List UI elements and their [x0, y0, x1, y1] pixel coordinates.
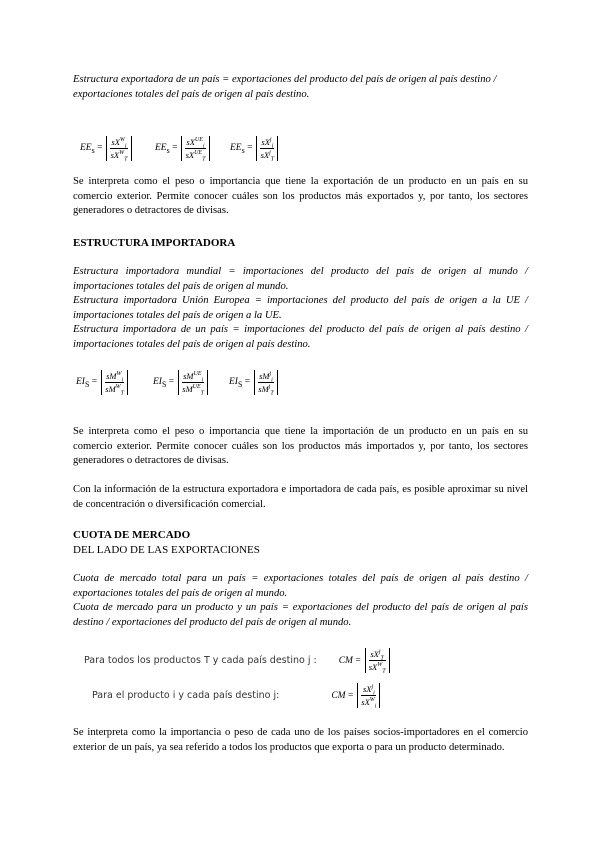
numerator-sub: i	[271, 143, 274, 150]
denominator-sub: T	[202, 156, 206, 163]
denominator-sup: j	[269, 150, 271, 157]
numerator-sup: W	[119, 137, 125, 144]
numerator-sub: i	[202, 143, 205, 150]
denominator-sup: j	[268, 384, 271, 391]
formula-label: EI	[229, 376, 238, 387]
fraction	[106, 136, 131, 161]
import-definition-eu: Estructura importadora Unión Europea = importaciones del producto del país de origen a la UE / importaciones totales del país de origen a la UE.	[73, 295, 528, 321]
formula-ei-country: $EI_S$ = $\frac{sM^j_i}{sM^j_T}$	[229, 370, 278, 395]
fraction	[101, 370, 128, 395]
numerator-base: sM	[183, 371, 194, 381]
formula-prose: Para todos los productos T y cada país destino j :	[84, 655, 317, 666]
market-share-subheading: DEL LADO DE LAS EXPORTACIONES	[73, 544, 260, 556]
import-structure-heading: ESTRUCTURA IMPORTADORA	[73, 237, 236, 249]
numerator-sup: j	[378, 649, 381, 656]
formula-ei-eu: $EI_S$ = $\frac{sM^{UE}_i}{sM^{UE}_T}$	[153, 370, 208, 395]
formula-ee-eu: $EE_s$ = $\frac{sX^{UE}_i}{sX^{UE}_T}$	[155, 136, 210, 161]
denominator-sup: W	[377, 662, 383, 669]
formula-label: EI	[153, 376, 162, 387]
formula-label-sub: S	[237, 379, 243, 389]
denominator-base: sM	[105, 384, 116, 394]
numerator-sub: i	[373, 690, 375, 697]
market-share-definition-product: Cuota de mercado para un producto y un país = exportaciones del producto del país de origen al país destino / exportaciones del producto del país de origen al mundo.	[73, 602, 528, 628]
numerator-sub: i	[271, 377, 273, 384]
formula-cm-all-products: Para todos los productos T y cada país destino j : CM = $\frac{sX^j_T}{sX^W_T}$	[84, 648, 390, 673]
denominator-base: sM	[182, 384, 193, 394]
numerator-base: sM	[106, 371, 117, 381]
formula-label: EI	[76, 376, 85, 387]
denominator-sub: T	[200, 390, 204, 397]
fraction	[181, 136, 209, 161]
formula-ee-country: $EE_s$ = $\frac{sX^j_i}{sX^j_T}$	[230, 136, 278, 161]
fraction	[357, 683, 380, 708]
denominator-base: sX	[361, 697, 370, 707]
formula-label-sub: s	[166, 145, 170, 155]
fraction	[365, 648, 390, 673]
formula-label: CM	[331, 690, 346, 701]
formula-label-sub: s	[241, 145, 245, 155]
numerator-sup: W	[116, 371, 122, 378]
formula-label: EE	[230, 142, 242, 153]
numerator-sup: UE	[193, 371, 202, 378]
fraction	[178, 370, 208, 395]
export-structure-definition: Estructura exportadora de un país = exportaciones del producto del país de origen al país destino / exportaciones totales del país de origen al país destino.	[73, 74, 497, 100]
numerator-base: sX	[186, 137, 195, 147]
numerator-sup: j	[269, 371, 272, 378]
numerator-base: sX	[261, 137, 270, 147]
denominator-sub: T	[120, 390, 124, 397]
denominator-sub: i	[374, 703, 377, 710]
formula-label-sub: s	[91, 145, 95, 155]
numerator-sup: j	[269, 137, 272, 144]
formula-prose: Para el producto i y cada país destino j:	[92, 690, 280, 701]
numerator-sub: T	[380, 655, 384, 662]
fraction	[254, 370, 278, 395]
denominator-base: sX	[110, 150, 120, 160]
numerator-sub: i	[124, 143, 127, 150]
numerator-sup: UE	[194, 137, 203, 144]
formula-label: CM	[338, 655, 353, 666]
numerator-sub: i	[201, 377, 204, 384]
formula-cm-single-product: Para el producto i y cada país destino j: CM = $\frac{sX^j_i}{sX^W_i}$	[92, 683, 380, 708]
denominator-base: sX	[260, 150, 270, 160]
market-share-definition-total: Cuota de mercado total para un país = exportaciones totales del país de origen al país destino / exportaciones totales del país de origen al mundo.	[73, 573, 528, 599]
market-share-interpretation: Se interpreta como la importancia o peso de cada uno de los países socios-importadores en el comercio exterior de un país, ya sea referido a todos los productos que exporta o para un producto determinado.	[73, 727, 528, 753]
denominator-sup: W	[115, 384, 121, 391]
denominator-sup: W	[369, 697, 375, 704]
denominator-sub: T	[382, 668, 386, 675]
denominator-base: sX	[368, 662, 378, 672]
denominator-sup: UE	[192, 384, 201, 391]
import-conclusion: Con la información de la estructura exportadora e importadora de cada país, es posible aproximar su nivel de concentración o diversificación comercial.	[73, 484, 528, 510]
import-definition-world: Estructura importadora mundial = importaciones del producto del país de origen al mundo / importaciones totales del país de origen al mundo.	[73, 266, 528, 292]
import-definition-country: Estructura importadora de un país = importaciones del producto del país de origen al país destino / importaciones totales del país de origen al país destino.	[73, 324, 528, 350]
denominator-sub: T	[270, 156, 275, 163]
denominator-base: sM	[258, 384, 269, 394]
numerator-base: sX	[370, 649, 379, 659]
formula-label: EE	[155, 142, 167, 153]
formula-label-sub: S	[161, 379, 167, 389]
formula-ee-world: $EE_s$ = $\frac{sX^W_i}{sX^W_T}$	[80, 136, 132, 161]
import-interpretation: Se interpreta como el peso o importancia que tiene la importación de un producto en un país en su comercio exterior. Permite conocer cuáles son los productos más importados y, por tanto, los sectores generadores o detractores de divisas.	[73, 426, 528, 466]
numerator-base: sX	[362, 684, 372, 694]
denominator-sup: UE	[194, 150, 203, 157]
export-interpretation: Se interpreta como el peso o importancia que tiene la exportación de un producto en un país en su comercio exterior. Permite conocer cuáles son los productos más exportados y, por tanto, los sectores generadores o detractores de divisas.	[73, 176, 528, 216]
denominator-sub: T	[270, 390, 274, 397]
denominator-sub: T	[124, 156, 128, 163]
denominator-base: sX	[185, 150, 195, 160]
formula-ei-world: $EI_S$ = $\frac{sM^W_i}{sM^W_T}$	[76, 370, 128, 395]
market-share-heading: CUOTA DE MERCADO	[73, 529, 191, 541]
formula-label: EE	[80, 142, 92, 153]
formula-label-sub: S	[84, 379, 90, 389]
denominator-sup: W	[119, 150, 125, 157]
fraction	[256, 136, 278, 161]
numerator-sub: i	[121, 377, 124, 384]
numerator-sup: j	[371, 684, 374, 691]
numerator-base: sX	[111, 137, 120, 147]
numerator-base: sM	[259, 371, 270, 381]
